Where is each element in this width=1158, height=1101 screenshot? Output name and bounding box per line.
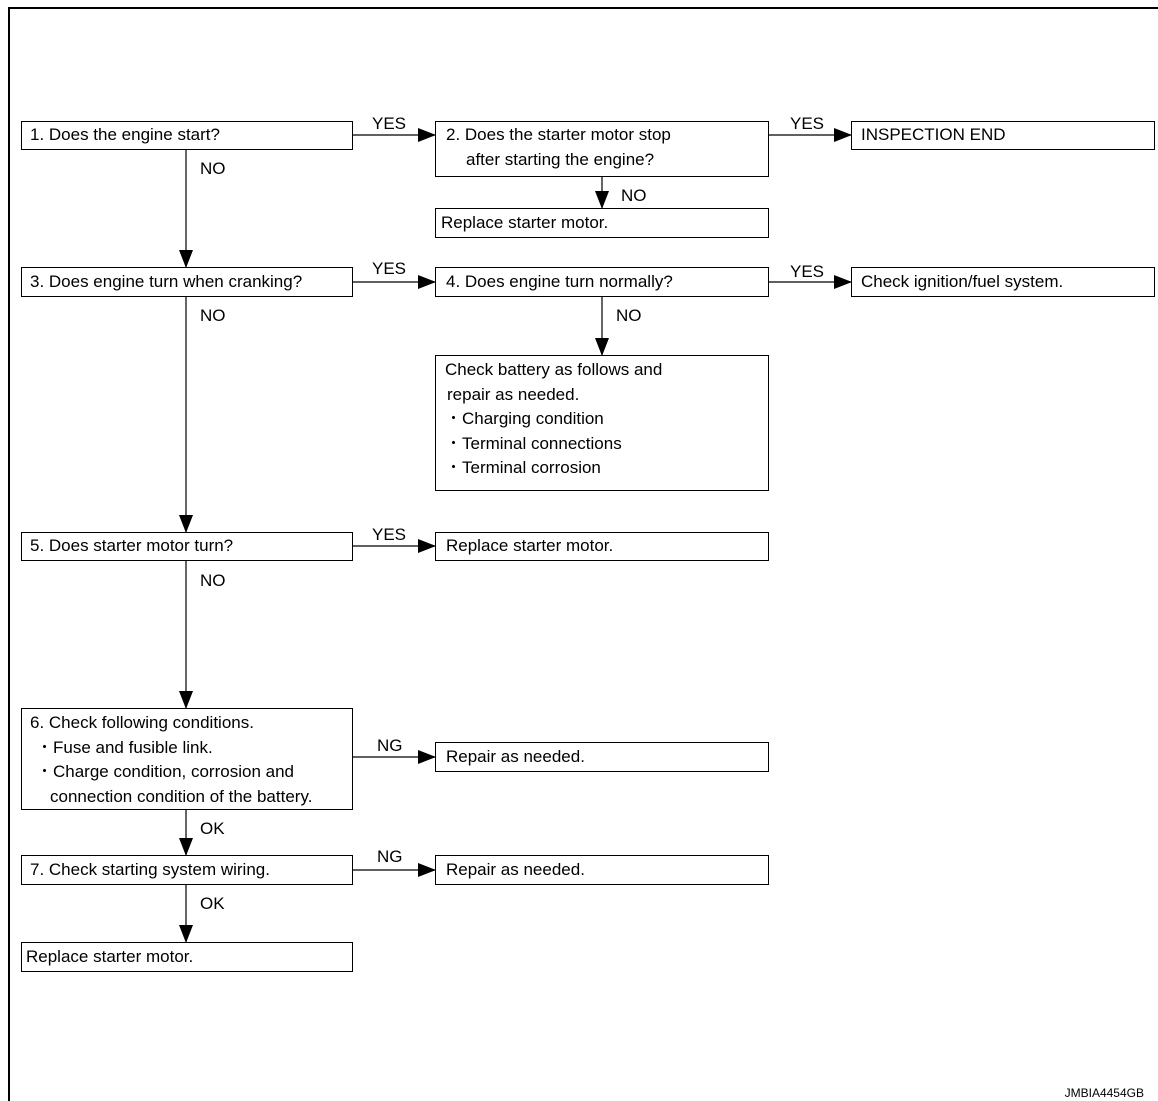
repair-text-1: Repair as needed.	[446, 747, 585, 766]
step-6-line-1: 6. Check following conditions.	[30, 713, 254, 732]
replace-starter-text-3: Replace starter motor.	[26, 947, 194, 966]
repair-text-2: Repair as needed.	[446, 860, 585, 879]
label-yes-5: YES	[372, 525, 407, 544]
step-7-box	[21, 855, 353, 885]
label-ng-6: NG	[377, 736, 403, 755]
label-yes-4-ign: YES	[790, 262, 825, 281]
label-ng-7: NG	[377, 847, 403, 866]
step-2-line-1: 2. Does the starter motor stop	[446, 125, 671, 144]
battery-line-1: Check battery as follows and	[445, 360, 663, 379]
battery-bullet-connections: ・Terminal connections	[445, 433, 622, 453]
label-yes-3-4: YES	[372, 259, 407, 278]
label-no-2: NO	[621, 186, 647, 205]
battery-bullet-charging: ・Charging condition	[445, 409, 604, 428]
battery-line-2: repair as needed.	[447, 384, 580, 404]
step-5-text: 5. Does starter motor turn?	[30, 536, 234, 555]
check-battery-box	[435, 355, 769, 491]
inspection-end-box	[851, 121, 1155, 150]
step-1-text: 1. Does the engine start?	[30, 125, 220, 144]
inspection-end-text: INSPECTION END	[861, 125, 1006, 144]
replace-starter-box-2	[435, 532, 769, 561]
label-no-4: NO	[616, 306, 642, 325]
label-ok-6: OK	[200, 819, 225, 838]
label-ok-7: OK	[200, 894, 225, 913]
repair-box-2	[435, 855, 769, 885]
step-1-box	[21, 121, 353, 150]
figure-code: JMBIA4454GB	[1064, 1086, 1144, 1100]
step-6-bullet-fuse: ・Fuse and fusible link.	[36, 737, 213, 757]
replace-starter-text-2: Replace starter motor.	[446, 536, 614, 555]
step-6-bullet-charge: ・Charge condition, corrosion and	[36, 762, 294, 781]
step-2-line-2: after starting the engine?	[466, 149, 655, 169]
step-3-box	[21, 267, 353, 297]
replace-starter-box-3	[21, 942, 353, 972]
label-no-1: NO	[200, 159, 226, 178]
replace-starter-text-1: Replace starter motor.	[441, 213, 609, 232]
label-no-3: NO	[200, 306, 226, 325]
label-yes-1-2: YES	[372, 114, 407, 133]
replace-starter-box-1	[435, 208, 769, 238]
check-ignition-text: Check ignition/fuel system.	[861, 272, 1064, 291]
repair-box-1	[435, 742, 769, 772]
label-no-5: NO	[200, 571, 226, 590]
step-6-line-4: connection condition of the battery.	[50, 786, 313, 806]
battery-bullet-corrosion: ・Terminal corrosion	[445, 458, 601, 477]
step-2-box	[435, 121, 769, 177]
step-7-text: 7. Check starting system wiring.	[30, 860, 270, 879]
check-ignition-box	[851, 267, 1155, 297]
step-4-text: 4. Does engine turn normally?	[446, 272, 673, 291]
step-4-box	[435, 267, 769, 297]
step-6-box	[21, 708, 353, 810]
label-yes-2-end: YES	[790, 114, 825, 133]
step-3-text: 3. Does engine turn when cranking?	[30, 272, 303, 291]
step-5-box	[21, 532, 353, 561]
